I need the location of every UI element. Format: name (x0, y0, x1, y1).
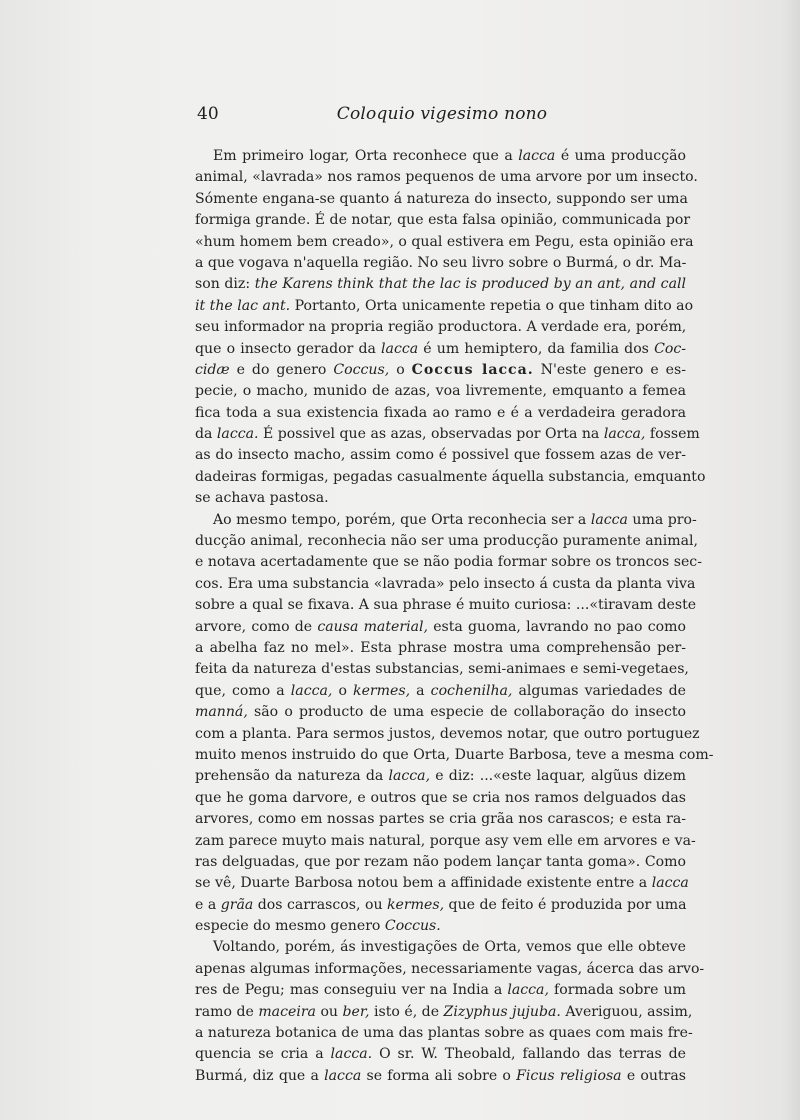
text-line (195, 873, 689, 894)
text-run: pecie, o macho, munido de azas, voa livremente, emquanto a femea (195, 383, 686, 400)
text-run: a que vogava n'aquella região. No seu livro sobre o Burmá, o dr. Ma- (195, 254, 687, 271)
italic-text: Ficus religiosa (516, 1067, 622, 1084)
text-line (195, 531, 699, 552)
text-run: ras delguadas, que por rezam não podem lançar tanta goma». Como (195, 853, 686, 870)
text-line (195, 210, 691, 231)
text-line (195, 381, 686, 402)
italic-text: the Karens think that the lac is produced by an ant, and call (254, 276, 686, 293)
text-line (195, 959, 705, 980)
italic-text: lacca (324, 1067, 362, 1084)
text-line (195, 403, 686, 424)
italic-text: lacca. (330, 1046, 373, 1063)
text-run: algumas variedades de (512, 682, 687, 699)
italic-text: lacca, (290, 682, 333, 699)
text-run: sobre a qual se fixava. A sua phrase é muito curiosa: ...«tiravam deste (195, 597, 697, 614)
text-line (195, 232, 694, 253)
text-line (195, 1044, 686, 1065)
text-run: que de feito é produzida por uma (444, 896, 687, 913)
italic-text: cochenilha, (430, 682, 513, 699)
text-run: esta guoma, lavrando no pao como (427, 618, 686, 635)
italic-text: Coccus, (333, 361, 390, 378)
text-line (195, 809, 686, 830)
text-run: ramo de (195, 1003, 259, 1020)
page-header (197, 104, 687, 130)
text-line (195, 467, 706, 488)
text-run: zam parece muyto mais natural, porque asy vem elle em arvores e va- (195, 832, 696, 849)
text-line (195, 937, 686, 958)
italic-text: lacca (381, 340, 419, 357)
text-line (195, 296, 694, 317)
italic-text: Coccus. (384, 918, 441, 935)
text-run: se vê, Duarte Barbosa notou bem a affinidade existente entre a (195, 875, 652, 892)
text-run: dadeiras formigas, pegadas casualmente áquella substancia, emquanto (195, 468, 706, 485)
text-line (195, 595, 697, 616)
text-run: O sr. W. Theobald, fallando das terras de (372, 1046, 686, 1063)
text-run: arvore, como de (195, 618, 318, 635)
italic-text: maceira (258, 1003, 316, 1020)
text-run: ou (315, 1003, 343, 1020)
italic-text: cidæ (195, 361, 230, 378)
text-line (195, 745, 714, 766)
text-run: Em primeiro logar, Orta reconhece que a (213, 148, 519, 164)
text-run: apenas algumas informações, necessariamente vagas, ácerca das arvo- (195, 960, 705, 977)
text-run: e do genero (229, 361, 334, 378)
text-line (195, 274, 686, 295)
text-line (195, 1023, 693, 1044)
text-run: fica toda a sua existencia fixada ao ramo e é a verdadeira geradora (195, 404, 686, 421)
italic-text: Zizyphus jujuba. (443, 1003, 561, 1020)
text-run: quencia se cria a (195, 1046, 331, 1063)
text-line (195, 980, 686, 1001)
text-line (195, 724, 700, 745)
italic-text: lacca, (603, 426, 646, 443)
italic-text: lacca, (388, 768, 431, 785)
running-head: Coloquio vigesimo nono (336, 104, 548, 124)
text-run: que o insecto gerador da (195, 340, 382, 357)
text-line (195, 916, 686, 937)
text-run: Ao mesmo tempo, porém, que Orta reconhecia ser a (213, 511, 591, 528)
italic-text: ber, (342, 1003, 370, 1020)
text-run: é um hemiptero, da familia dos (418, 340, 655, 357)
text-line (195, 766, 686, 787)
text-run: especie do mesmo genero (195, 918, 385, 935)
text-run: muito menos instruido do que Orta, Duarte Barbosa, teve a mesma com- (195, 746, 714, 763)
text-run: ducção animal, reconhecia não ser uma producção puramente animal, (195, 533, 699, 550)
text-run: se achava pastosa. (195, 490, 329, 507)
text-line (195, 831, 696, 852)
text-line (195, 146, 686, 167)
text-run: formiga grande. É de notar, que esta falsa opinião, communicada por (195, 212, 691, 229)
text-run: res de Pegu; mas conseguiu ver na India a (195, 982, 508, 999)
text-line (195, 253, 686, 274)
italic-text: kermes, (387, 896, 445, 913)
text-run: fossem (645, 426, 700, 443)
italic-text: lacca (590, 511, 628, 528)
text-run: Burmá, diz que a (195, 1067, 325, 1084)
text-run: se forma ali sobre o (361, 1067, 517, 1084)
text-run: Averiguou, assim, (560, 1003, 693, 1020)
text-run: isto é, de (369, 1003, 444, 1020)
italic-text: lacca (518, 148, 556, 164)
text-run: as do insecto macho, assim como é possivel que fossem azas de ver- (195, 447, 686, 464)
text-run: e a (195, 896, 221, 913)
text-line (195, 681, 686, 702)
text-run: a abelha faz no mel». Esta phrase mostra uma comprehensão per- (195, 639, 686, 656)
text-line (195, 617, 686, 638)
text-run: cos. Era uma substancia «lavrada» pelo insecto á custa da planta viva (195, 575, 696, 592)
text-run: com a planta. Para sermos justos, devemos notar, que outro portuguez (195, 725, 700, 742)
paragraph (195, 937, 705, 1087)
text-line (195, 317, 686, 338)
text-run: N'este genero e es- (533, 361, 686, 378)
text-line (195, 339, 686, 360)
text-run: e notava acertadamente que se não podia formar sobre os troncos sec- (195, 554, 702, 571)
text-line (195, 574, 696, 595)
page-fold-shadow (782, 0, 800, 1120)
italic-text: lacca. (216, 426, 259, 443)
text-line (195, 638, 686, 659)
text-run: seu informador na propria região productora. A verdade era, porém, (195, 319, 687, 336)
text-run: animal, «lavrada» nos ramos pequenos de uma arvore por um insecto. (195, 169, 698, 186)
text-run: Sómente engana-se quanto á natureza do insecto, suppondo ser uma (195, 190, 688, 207)
text-line (195, 552, 702, 573)
text-run: que he goma darvore, e outros que se cria nos ramos delguados das (195, 789, 686, 806)
italic-text: grãa (220, 896, 254, 913)
italic-text: it the lac ant. (195, 297, 291, 314)
text-run: son diz: (195, 276, 255, 293)
text-run: prehensão da natureza da (195, 768, 389, 785)
text-line (195, 510, 697, 531)
text-run: formada sobre um (548, 982, 686, 999)
text-run: e diz: ...«este laquar, algũus dizem (430, 768, 686, 785)
text-run: dos carrascos, ou (253, 896, 388, 913)
text-line (195, 189, 686, 210)
italic-text: Coc- (654, 340, 687, 357)
text-run: o (332, 682, 354, 699)
paragraph (195, 510, 714, 938)
text-run: e outras (621, 1067, 686, 1084)
text-run: arvores, como em nossas partes se cria grãa nos carascos; e esta ra- (195, 811, 686, 828)
text-line (195, 659, 689, 680)
text-line (195, 424, 700, 445)
text-line (195, 852, 686, 873)
text-line (195, 445, 686, 466)
italic-text: causa material, (317, 618, 428, 635)
text-run: que, como a (195, 682, 291, 699)
text-line (195, 167, 698, 188)
text-run: «hum homem bem creado», o qual estivera em Pegu, esta opinião era (195, 233, 694, 250)
text-line (195, 895, 686, 916)
text-run: É possivel que as azas, observadas por Orta na (258, 426, 604, 443)
text-run: Voltando, porém, ás investigações de Orta, vemos que elle obteve (213, 939, 686, 956)
text-line (195, 488, 686, 509)
text-line (195, 702, 686, 723)
text-run: são o producto de uma especie de collaboração do insecto (247, 704, 686, 721)
text-run: a natureza botanica de uma das plantas sobre as quaes com mais fre- (195, 1025, 693, 1042)
italic-text: manná, (195, 704, 248, 721)
text-run: uma pro- (627, 511, 697, 528)
italic-text: lacca, (507, 982, 549, 999)
species-name: Coccus lacca. (411, 361, 534, 378)
text-line (195, 1066, 686, 1087)
text-line (195, 788, 686, 809)
italic-text: lacca (651, 875, 689, 892)
body-text (195, 146, 714, 1087)
text-run: o (389, 361, 412, 378)
text-run: Portanto, Orta unicamente repetia o que tinham dito ao (290, 297, 694, 314)
text-run: a (410, 682, 431, 699)
text-run: feita da natureza d'estas substancias, semi-animaes e semi-vegetaes, (195, 661, 689, 678)
text-run: da (195, 426, 217, 443)
text-run: é uma producção (555, 148, 686, 164)
italic-text: kermes, (353, 682, 411, 699)
text-line (195, 1002, 693, 1023)
paragraph (195, 146, 706, 510)
page-number: 40 (197, 104, 219, 124)
text-line (195, 360, 686, 381)
